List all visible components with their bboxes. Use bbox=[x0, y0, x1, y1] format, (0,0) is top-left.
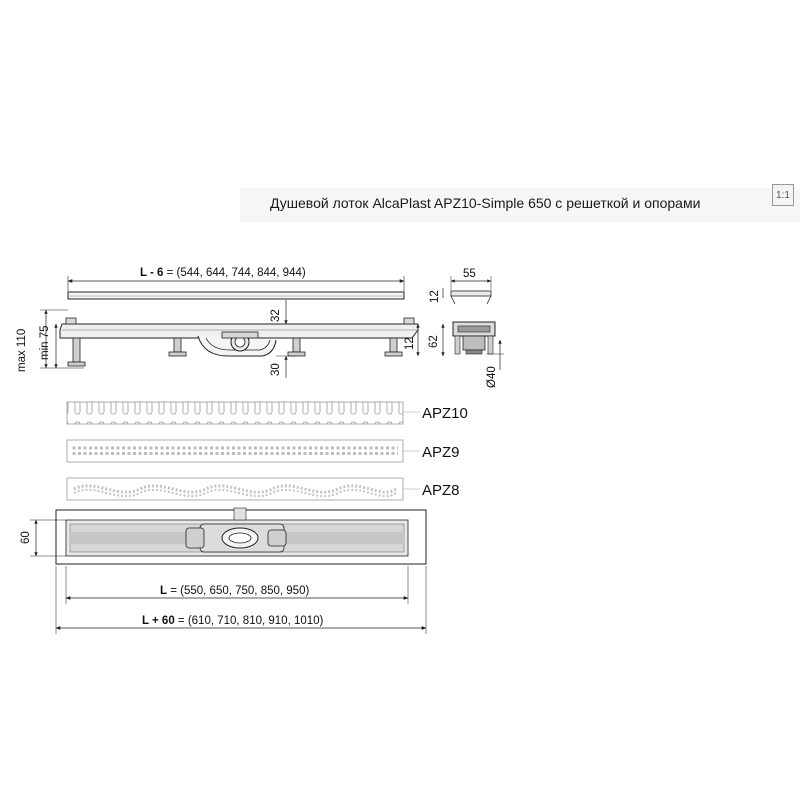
dim-total-length bbox=[142, 615, 324, 627]
grate-apz10 bbox=[67, 402, 468, 424]
dim-min-height: min 75 bbox=[39, 325, 51, 360]
dim-top-length bbox=[140, 267, 306, 279]
dim-max-height: max 110 bbox=[16, 328, 28, 372]
dim-grate-offset: 32 bbox=[270, 309, 282, 322]
dim-plan-width: 60 bbox=[20, 531, 32, 544]
dim-length-values: = (550, 650, 750, 850, 950) bbox=[167, 585, 310, 597]
dim-channel-height: 12 bbox=[404, 337, 416, 350]
end-view bbox=[428, 268, 504, 388]
grate-label-apz8: APZ8 bbox=[422, 482, 460, 499]
grate-strip-side bbox=[68, 292, 404, 299]
dim-outlet-drop: 30 bbox=[270, 363, 282, 376]
side-elevation bbox=[16, 265, 418, 378]
dim-length bbox=[160, 585, 309, 597]
dim-length-prefix: L bbox=[160, 585, 168, 597]
grate-label-apz10: APZ10 bbox=[422, 405, 468, 422]
dim-top-length-prefix: L - 6 bbox=[140, 267, 164, 279]
dim-end-thickness: 12 bbox=[429, 290, 441, 303]
dim-outlet-diameter: Ø40 bbox=[486, 366, 498, 388]
dim-top-length-values: = (544, 644, 744, 844, 944) bbox=[163, 267, 306, 279]
dim-side-height: 62 bbox=[428, 335, 440, 348]
page-title: Душевой лоток AlcaPlast APZ10-Simple 650 с решеткой и опорами bbox=[270, 195, 701, 211]
grate-label-apz9: APZ9 bbox=[422, 444, 460, 461]
plan-view bbox=[20, 508, 426, 634]
dim-total-length-values: = (610, 710, 810, 910, 1010) bbox=[174, 615, 324, 627]
scale-badge: 1:1 bbox=[772, 184, 794, 206]
dim-total-length-prefix: L + 60 bbox=[142, 615, 175, 627]
dim-end-width: 55 bbox=[463, 268, 476, 280]
grate-apz8 bbox=[67, 478, 460, 500]
grate-apz9 bbox=[67, 440, 460, 462]
